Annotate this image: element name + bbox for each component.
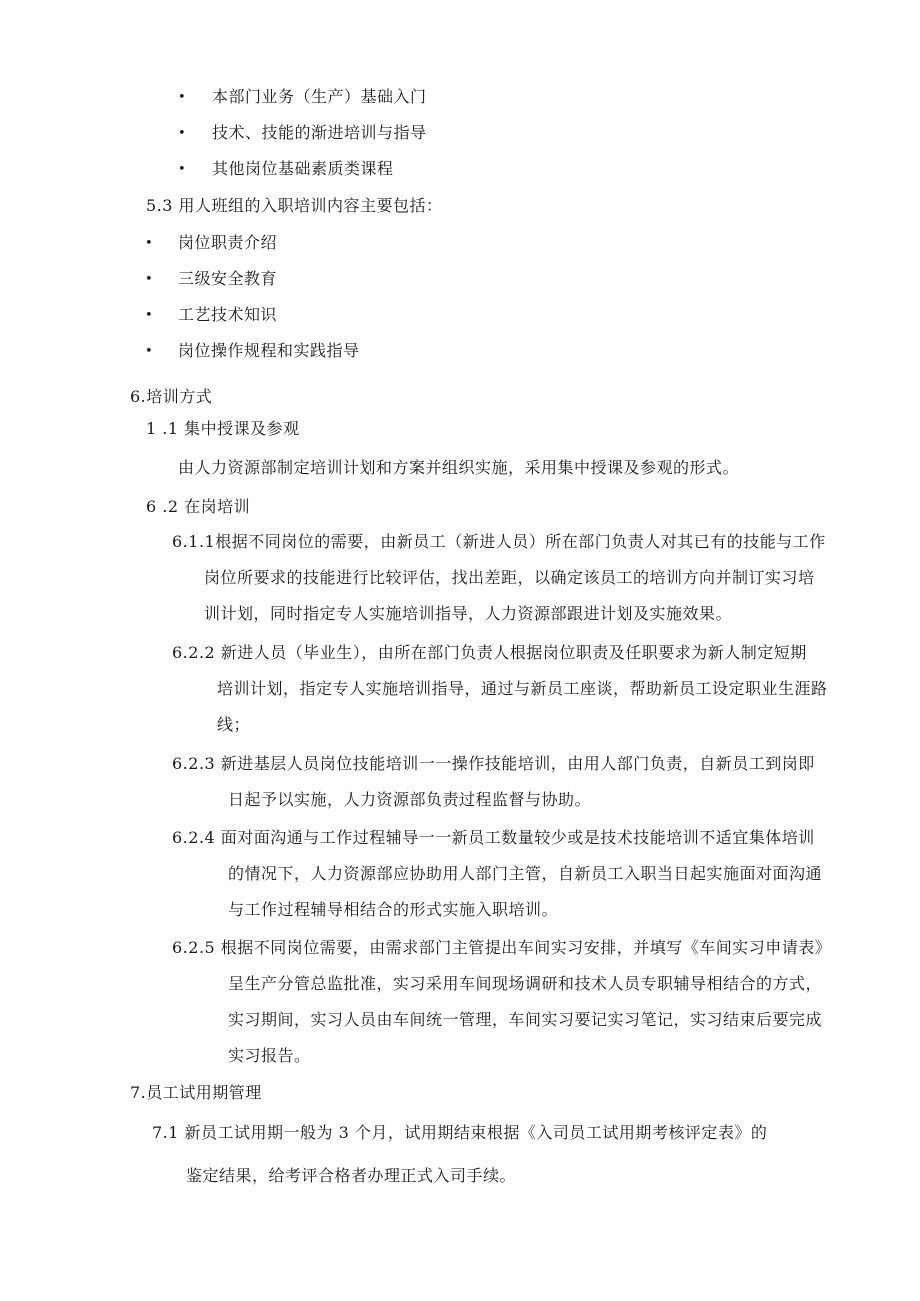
para-6-2-4-line-1: 6.2.4 面对面沟通与工作过程辅导一一新员工数量较少或是技术技能培训不适宜集体培训: [172, 828, 815, 847]
bullet-dot: •: [145, 308, 153, 323]
para-6-1-1-line-1: 6.1.1根据不同岗位的需要，由新员工（新进人员）所在部门负责人对其已有的技能与工作: [172, 532, 826, 551]
dept-item-3: 其他岗位基础素质类课程: [212, 159, 394, 178]
s5-3-item-1: 岗位职责介绍: [178, 233, 278, 252]
bullet-dot: •: [145, 236, 153, 251]
s5-3-item-4: 岗位操作规程和实践指导: [178, 341, 360, 360]
para-6-2-5-line-1: 6.2.5 根据不同岗位需要，由需求部门主管提出车间实习安排，并填写《车间实习申请表》: [172, 938, 832, 957]
para-6-2-2-line-1: 6.2.2 新进人员（毕业生），由所在部门负责人根据岗位职责及任职要求为新人制定短期: [172, 643, 807, 662]
para-6-1-1-line-2: 岗位所要求的技能进行比较评估，找出差距，以确定该员工的培训方向并制订实习培: [204, 568, 815, 587]
bullet-dot: •: [178, 126, 186, 141]
para-6-2-2-line-3: 线；: [217, 715, 251, 734]
para-7-1-line-2: 鉴定结果，给考评合格者办理正式入司手续。: [186, 1166, 517, 1185]
para-6-2-4-line-2: 的情况下，人力资源部应协助用人部门主管，自新员工入职当日起实施面对面沟通: [228, 864, 823, 883]
para-6-1-1-line-3: 训计划，同时指定专人实施培训指导，人力资源部跟进计划及实施效果。: [204, 604, 733, 623]
para-6-2-4-line-3: 与工作过程辅导相结合的形式实施入职培训。: [228, 900, 559, 919]
section-6-2-heading: 6 .2 在岗培训: [146, 497, 251, 516]
section-6-1-heading: 1 .1 集中授课及参观: [146, 419, 300, 438]
para-6-2-5-line-2: 呈生产分管总监批准，实习采用车间现场调研和技术人员专职辅导相结合的方式，: [228, 974, 823, 993]
dept-item-2: 技术、技能的渐进培训与指导: [212, 123, 427, 142]
s5-3-item-2: 三级安全教育: [178, 269, 278, 288]
dept-item-1: 本部门业务（生产）基础入门: [212, 87, 427, 106]
bullet-dot: •: [145, 344, 153, 359]
para-7-1-line-1: 7.1 新员工试用期一般为 3 个月，试用期结束根据《入司员工试用期考核评定表》的: [152, 1123, 768, 1142]
section-5-3-heading: 5.3 用人班组的入职培训内容主要包括：: [146, 196, 443, 215]
section-6-heading: 6.培训方式: [130, 387, 213, 406]
para-6-2-3-line-2: 日起予以实施，人力资源部负责过程监督与协助。: [228, 790, 592, 809]
section-6-1-body: 由人力资源部制定培训计划和方案并组织实施，采用集中授课及参观的形式。: [178, 458, 740, 477]
section-7-heading: 7.员工试用期管理: [130, 1083, 262, 1102]
s5-3-item-3: 工艺技术知识: [178, 305, 278, 324]
bullet-dot: •: [178, 90, 186, 105]
bullet-dot: •: [145, 272, 153, 287]
para-6-2-5-line-3: 实习期间，实习人员由车间统一管理，车间实习要记实习笔记，实习结束后要完成: [228, 1010, 823, 1029]
para-6-2-3-line-1: 6.2.3 新进基层人员岗位技能培训一一操作技能培训，由用人部门负责，自新员工到岗即: [172, 754, 815, 773]
bullet-dot: •: [178, 162, 186, 177]
para-6-2-5-line-4: 实习报告。: [228, 1046, 311, 1065]
para-6-2-2-line-2: 培训计划，指定专人实施培训指导，通过与新员工座谈，帮助新员工设定职业生涯路: [217, 679, 828, 698]
